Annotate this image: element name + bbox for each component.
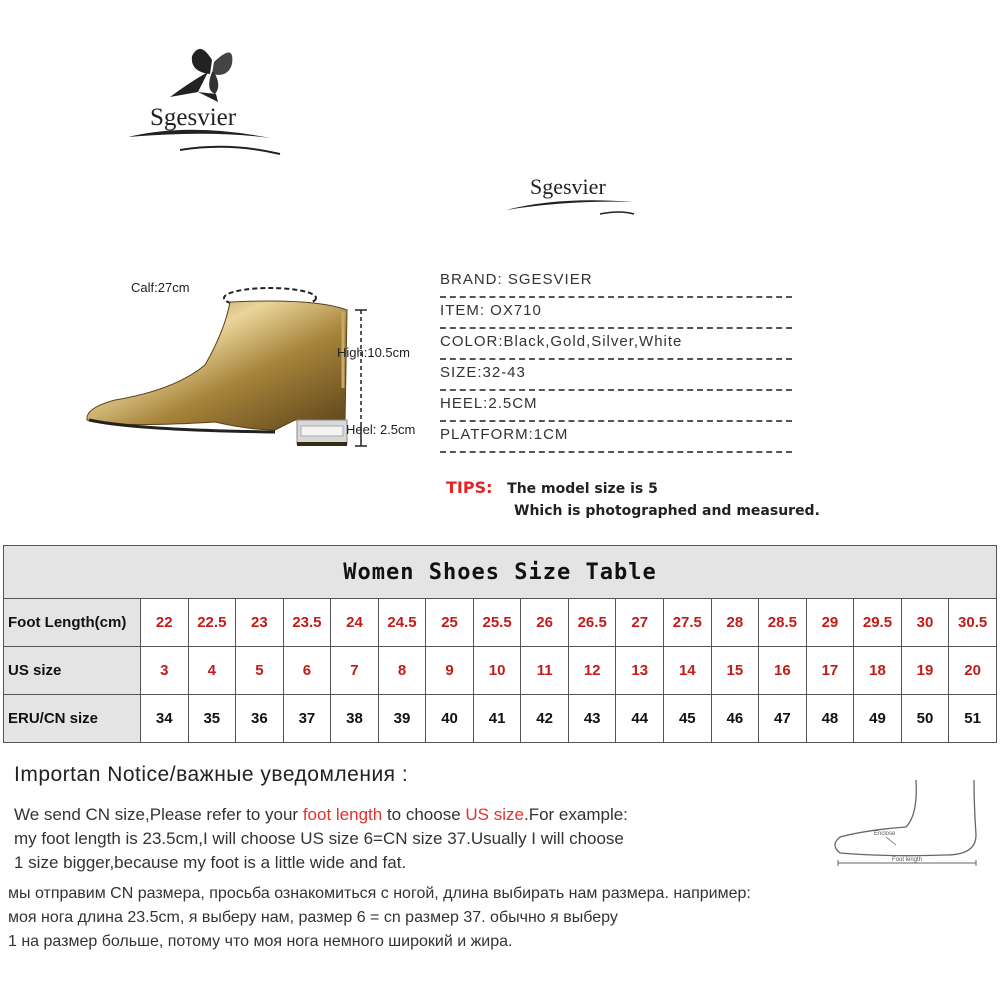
row-label: Foot Length(cm) [4,599,141,647]
notice-highlight-us-size: US size [465,805,524,824]
calf-measurement: Calf:27cm [131,280,190,295]
brand-name: Sgesvier [150,104,237,131]
table-cell: 29 [806,599,854,647]
table-cell: 17 [806,647,854,695]
table-cell: 28.5 [759,599,807,647]
notice-text: .For example: [523,805,628,824]
notice-highlight-foot-length: foot length [302,805,383,824]
notice-text: We send CN size,Please refer to your [14,805,303,824]
notice-title: Importan Notice/важные уведомления : [14,763,409,786]
size-table [3,545,997,743]
table-cell: 46 [711,695,759,743]
table-cell: 30 [901,599,949,647]
brand-logo-top [120,42,290,160]
table-cell: 42 [521,695,569,743]
table-cell: 20 [949,647,997,695]
table-cell: 23.5 [283,599,331,647]
table-cell: 6 [283,647,331,695]
table-cell: 16 [759,647,807,695]
table-cell: 30.5 [949,599,997,647]
heel-measurement: Heel: 2.5cm [346,422,416,437]
notice-ru-line-3: 1 на размер больше, потому что моя нога немного широкий и жира. [8,933,513,950]
table-row-us-size [4,647,997,695]
table-cell: 43 [568,695,616,743]
row-label: US size [4,647,141,695]
notice-russian [8,882,968,954]
enclose-label: Enclose [874,831,896,837]
table-cell: 29.5 [854,599,902,647]
table-cell: 22 [141,599,189,647]
table-cell: 15 [711,647,759,695]
spec-color: COLOR:Black,Gold,Silver,White [440,329,792,360]
tips-line-1: The model size is 5 [507,481,658,497]
table-cell: 25.5 [473,599,521,647]
notice-ru-line-1: мы отправим CN размера, просьба ознакомиться с ногой, длина выбирать нам размера. например: [8,885,751,902]
table-cell: 12 [568,647,616,695]
tips-label: TIPS: [446,478,493,497]
table-cell: 38 [331,695,379,743]
row-label: ERU/CN size [4,695,141,743]
table-cell: 11 [521,647,569,695]
table-cell: 39 [378,695,426,743]
tips-block [446,478,866,519]
table-cell: 24.5 [378,599,426,647]
table-cell: 35 [188,695,236,743]
table-cell: 5 [236,647,284,695]
table-cell: 3 [141,647,189,695]
table-cell: 23 [236,599,284,647]
notice-text: to choose [382,805,466,824]
tips-line-2: Which is photographed and measured. [514,503,820,519]
table-cell: 40 [426,695,474,743]
table-cell: 19 [901,647,949,695]
spec-item: ITEM: OX710 [440,298,792,329]
table-cell: 41 [473,695,521,743]
table-cell: 26.5 [568,599,616,647]
spec-heel: HEEL:2.5CM [440,391,792,422]
table-cell: 27 [616,599,664,647]
notice-en-line-2: my foot length is 23.5cm,I will choose US size 6=CN size 37.Usually I will choose [14,829,624,848]
spec-brand: BRAND: SGESVIER [440,267,792,298]
table-cell: 44 [616,695,664,743]
spec-platform: PLATFORM:1CM [440,422,792,453]
table-cell: 25 [426,599,474,647]
table-cell: 45 [664,695,712,743]
notice-en-line-3: 1 size bigger,because my foot is a little wide and fat. [14,853,407,872]
table-cell: 47 [759,695,807,743]
spec-size: SIZE:32-43 [440,360,792,391]
notice-english [14,803,804,875]
table-cell: 48 [806,695,854,743]
table-cell: 36 [236,695,284,743]
size-table-title: Women Shoes Size Table [4,546,997,599]
table-cell: 7 [331,647,379,695]
foot-length-icon [826,775,996,875]
table-cell: 22.5 [188,599,236,647]
high-measurement: High:10.5cm [337,345,410,360]
butterfly-heel-icon [120,42,290,160]
brand-name: Sgesvier [530,174,606,199]
brand-logo-middle [500,170,640,220]
table-cell: 49 [854,695,902,743]
table-cell: 24 [331,599,379,647]
table-cell: 27.5 [664,599,712,647]
table-cell: 4 [188,647,236,695]
foot-length-label: Foot length [892,857,923,863]
product-specs [440,267,792,453]
table-cell: 14 [664,647,712,695]
table-cell: 37 [283,695,331,743]
table-cell: 34 [141,695,189,743]
boot-illustration [75,270,435,465]
table-cell: 13 [616,647,664,695]
table-row-foot-length [4,599,997,647]
table-cell: 28 [711,599,759,647]
table-cell: 50 [901,695,949,743]
notice-ru-line-2: моя нога длина 23.5cm, я выберу нам, размер 6 = cn размер 37. обычно я выберу [8,909,618,926]
table-row-eu-cn-size [4,695,997,743]
table-cell: 10 [473,647,521,695]
table-cell: 18 [854,647,902,695]
table-cell: 26 [521,599,569,647]
table-cell: 51 [949,695,997,743]
table-cell: 9 [426,647,474,695]
table-cell: 8 [378,647,426,695]
foot-measure-sketch [826,775,996,875]
